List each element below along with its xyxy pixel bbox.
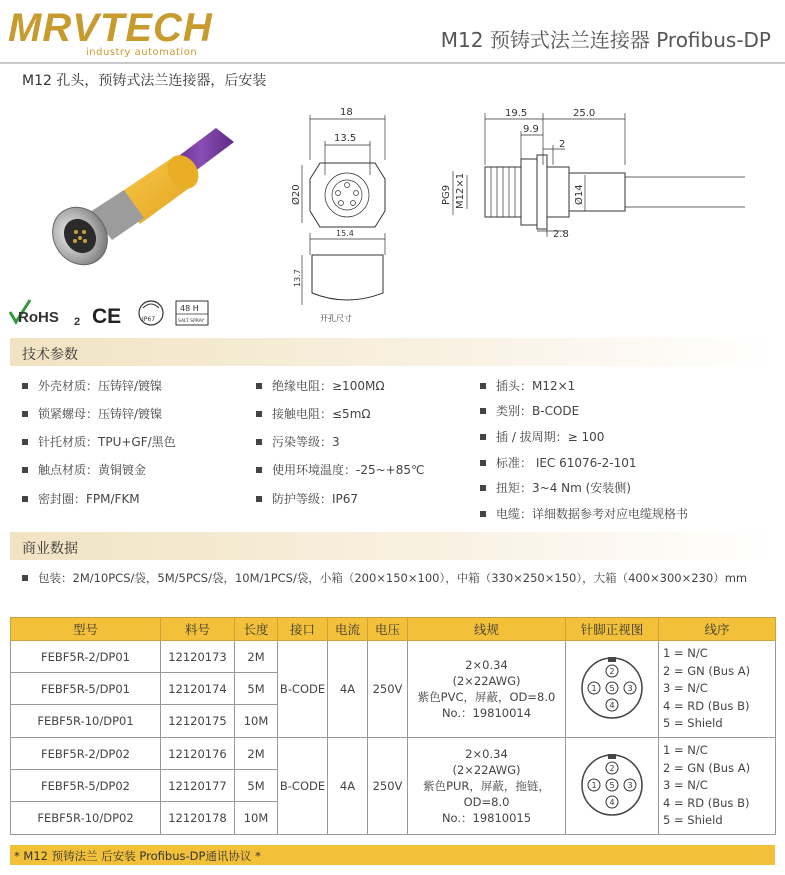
- spec-item: [480, 454, 637, 471]
- pin-label: 2: [609, 763, 615, 773]
- length-cell: 2M: [235, 738, 278, 770]
- bullet-icon: [256, 439, 262, 445]
- table-row: [11, 738, 776, 770]
- rohs-text: RoHS: [18, 309, 59, 326]
- dim-25-0: 25.0: [573, 108, 596, 119]
- col-header-cable: 线规: [408, 618, 566, 641]
- salt-spray-logo: [176, 301, 208, 325]
- bullet-icon: [480, 511, 486, 517]
- pin-label: 2: [609, 666, 615, 676]
- interface-cell: B-CODE: [278, 641, 328, 738]
- current-cell: 4A: [328, 738, 368, 835]
- model-cell: FEBF5R-2/DP01: [11, 641, 161, 673]
- brand-logo: [8, 6, 213, 58]
- dim-15-4: 15.4: [336, 229, 354, 238]
- wiring-cell: [659, 641, 776, 738]
- spec-text: 绝缘电阻：≥100MΩ: [272, 379, 385, 393]
- spec-text: 扭矩：3~4 Nm (安装侧): [496, 481, 631, 495]
- ip67-logo: [139, 301, 163, 325]
- spec-text: 插 / 拔周期：≥ 100: [496, 430, 605, 444]
- spec-text: 污染等级：3: [272, 435, 340, 449]
- wiring-line: 2 = GN (Bus A): [663, 760, 751, 775]
- pin-label: 1: [591, 780, 597, 790]
- spec-item: [480, 479, 631, 496]
- pin-label: 4: [609, 797, 615, 807]
- logo-tagline: industry automation: [86, 47, 198, 58]
- length-cell: 10M: [235, 802, 278, 835]
- spec-text: 防护等级：IP67: [272, 492, 359, 506]
- interface-cell: B-CODE: [278, 738, 328, 835]
- spec-item: [22, 490, 140, 507]
- cable-line: 紫色PUR，屏蔽，拖链，: [423, 779, 550, 793]
- spec-item: [256, 377, 384, 394]
- wiring-line: 3 = N/C: [663, 681, 708, 696]
- spec-text: 外壳材质：压铸锌/镀镍: [38, 379, 163, 393]
- rohs-logo: [10, 300, 80, 328]
- bullet-icon: [256, 467, 262, 473]
- pin-diagram: [577, 653, 647, 723]
- certification-logos: [8, 296, 218, 332]
- model-cell: FEBF5R-5/DP01: [11, 673, 161, 705]
- footer-note: * M12 预铸法兰 后安装 Profibus-DP通讯协议 *: [14, 849, 261, 863]
- wiring-line: 3 = N/C: [663, 778, 708, 793]
- bullet-icon: [22, 411, 28, 417]
- front-view-drawing: [290, 105, 405, 325]
- pin-label: 5: [609, 683, 615, 693]
- spec-item: [22, 377, 162, 394]
- product-subtitle: M12 孔头，预铸式法兰连接器，后安装: [22, 73, 267, 89]
- wiring-cell: [659, 738, 776, 835]
- voltage-cell: 250V: [368, 738, 408, 835]
- dim-18: 18: [340, 107, 353, 118]
- dim-d20: Ø20: [291, 184, 302, 205]
- pin-diagram: [577, 750, 647, 820]
- dim-13-5: 13.5: [334, 133, 357, 144]
- wiring-line: 2 = GN (Bus A): [663, 663, 751, 678]
- pin-label: 3: [627, 780, 633, 790]
- part-cell: 12120174: [161, 673, 235, 705]
- bullet-icon: [22, 496, 28, 502]
- logo-wordmark: MRVTECH: [8, 6, 213, 50]
- spec-item: [256, 433, 340, 450]
- spec-text: 标准： IEC 61076-2-101: [496, 456, 637, 470]
- spec-item: [22, 433, 176, 450]
- dim-2: 2: [559, 139, 566, 150]
- spec-item: [480, 505, 688, 522]
- bullet-icon: [22, 439, 28, 445]
- model-table: [10, 617, 776, 835]
- bullet-icon: [480, 408, 486, 414]
- ce-text: CE: [92, 305, 122, 328]
- cable-line: 2×0.34: [465, 747, 508, 761]
- bullet-icon: [480, 383, 486, 389]
- part-cell: 12120173: [161, 641, 235, 673]
- dim-19-5: 19.5: [505, 108, 528, 119]
- spec-text: 使用环境温度：-25~+85℃: [272, 463, 425, 477]
- spec-text: 电缆：详细数据参考对应电缆规格书: [496, 507, 689, 521]
- bullet-icon: [480, 485, 486, 491]
- packaging-info: [22, 570, 747, 586]
- salt-hours-text: 48 H: [180, 304, 199, 313]
- cutout-caption: 开孔尺寸: [320, 314, 352, 323]
- spec-item: [256, 490, 358, 507]
- dim-m12: M12×1: [455, 172, 466, 209]
- model-cell: FEBF5R-10/DP02: [11, 802, 161, 835]
- cable-line: (2×22AWG): [452, 763, 521, 777]
- model-cell: FEBF5R-10/DP01: [11, 705, 161, 738]
- model-cell: FEBF5R-2/DP02: [11, 738, 161, 770]
- ip67-text: IP67: [142, 316, 156, 323]
- bullet-icon: [22, 575, 28, 581]
- cable-line: (2×22AWG): [452, 674, 521, 688]
- part-cell: 12120177: [161, 770, 235, 802]
- table-row: [11, 641, 776, 673]
- bullet-icon: [480, 434, 486, 440]
- length-cell: 2M: [235, 641, 278, 673]
- document-title: M12 预铸式法兰连接器 Profibus-DP: [440, 28, 771, 52]
- part-cell: 12120175: [161, 705, 235, 738]
- cable-line: No.：19810014: [441, 706, 532, 720]
- section-tech-params: [10, 338, 775, 366]
- length-cell: 5M: [235, 770, 278, 802]
- model-cell: FEBF5R-5/DP02: [11, 770, 161, 802]
- spec-text: 触点材质：黄铜镀金: [38, 463, 147, 477]
- bullet-icon: [22, 467, 28, 473]
- spec-text: 接触电阻：≤5mΩ: [272, 407, 371, 421]
- col-header-pin-view: 针脚正视图: [566, 618, 659, 641]
- col-header-voltage: 电压: [368, 618, 408, 641]
- part-cell: 12120178: [161, 802, 235, 835]
- packaging-text: 包装：2M/10PCS/袋，5M/5PCS/袋，10M/1PCS/袋，小箱（200×150×100），中箱（330×250×150），大箱（400×300×230）mm: [38, 571, 748, 585]
- wiring-line: 1 = N/C: [663, 743, 708, 758]
- dim-13-7: 13.7: [293, 269, 302, 287]
- col-header-model: 型号: [11, 618, 161, 641]
- col-header-wiring: 线序: [659, 618, 776, 641]
- pin-label: 3: [627, 683, 633, 693]
- spec-text: 插头：M12×1: [496, 379, 576, 393]
- pin-label: 4: [609, 700, 615, 710]
- cable-line: 2×0.34: [465, 658, 508, 672]
- section-title: 商业数据: [22, 541, 78, 557]
- spec-item: [480, 402, 579, 419]
- wiring-line: 4 = RD (Bus B): [663, 698, 750, 713]
- section-business-data: [10, 532, 775, 560]
- bullet-icon: [256, 411, 262, 417]
- rohs-2-text: 2: [74, 316, 81, 328]
- spec-item: [480, 377, 575, 394]
- col-header-interface: 接口: [278, 618, 328, 641]
- ce-logo: [92, 305, 121, 328]
- footer-bar: [10, 845, 775, 865]
- product-photo: [40, 128, 240, 278]
- length-cell: 5M: [235, 673, 278, 705]
- cable-cell: [408, 738, 566, 835]
- col-header-part-no: 料号: [161, 618, 235, 641]
- spec-item: [480, 428, 604, 445]
- spec-item: [22, 461, 146, 478]
- salt-spray-text: SALT SPRAY: [178, 319, 205, 324]
- bullet-icon: [480, 460, 486, 466]
- pin-label: 5: [609, 780, 615, 790]
- pin-view-cell: [566, 738, 659, 835]
- wiring-line: 5 = Shield: [663, 716, 723, 731]
- spec-text: 锁紧螺母：压铸锌/镀镍: [38, 407, 163, 421]
- spec-item: [256, 405, 371, 422]
- spec-item: [256, 461, 424, 478]
- spec-item: [22, 405, 162, 422]
- wiring-line: 4 = RD (Bus B): [663, 795, 750, 810]
- pin-label: 1: [591, 683, 597, 693]
- spec-text: 针托材质：TPU+GF/黑色: [38, 435, 176, 449]
- header-divider: [0, 62, 785, 64]
- cable-line: 紫色PVC，屏蔽，OD=8.0: [417, 690, 556, 704]
- cable-line: OD=8.0: [463, 795, 510, 809]
- bullet-icon: [22, 383, 28, 389]
- dim-9-9: 9.9: [523, 124, 539, 135]
- side-view-drawing: [425, 105, 755, 245]
- length-cell: 10M: [235, 705, 278, 738]
- table-header-row: [11, 618, 776, 641]
- cable-line: No.：19810015: [441, 811, 532, 825]
- dim-2-8: 2.8: [553, 229, 569, 240]
- cable-cell: [408, 641, 566, 738]
- wiring-line: 5 = Shield: [663, 813, 723, 828]
- current-cell: 4A: [328, 641, 368, 738]
- bullet-icon: [256, 383, 262, 389]
- dim-d14: Ø14: [574, 184, 585, 205]
- col-header-current: 电流: [328, 618, 368, 641]
- col-header-length: 长度: [235, 618, 278, 641]
- spec-text: 密封圈：FPM/FKM: [38, 492, 140, 506]
- bullet-icon: [256, 496, 262, 502]
- wiring-line: 1 = N/C: [663, 646, 708, 661]
- voltage-cell: 250V: [368, 641, 408, 738]
- pin-view-cell: [566, 641, 659, 738]
- dim-pg9: PG9: [441, 184, 452, 205]
- part-cell: 12120176: [161, 738, 235, 770]
- section-title: 技术参数: [22, 347, 78, 363]
- page-header: [0, 0, 785, 64]
- spec-text: 类别：B-CODE: [496, 404, 580, 418]
